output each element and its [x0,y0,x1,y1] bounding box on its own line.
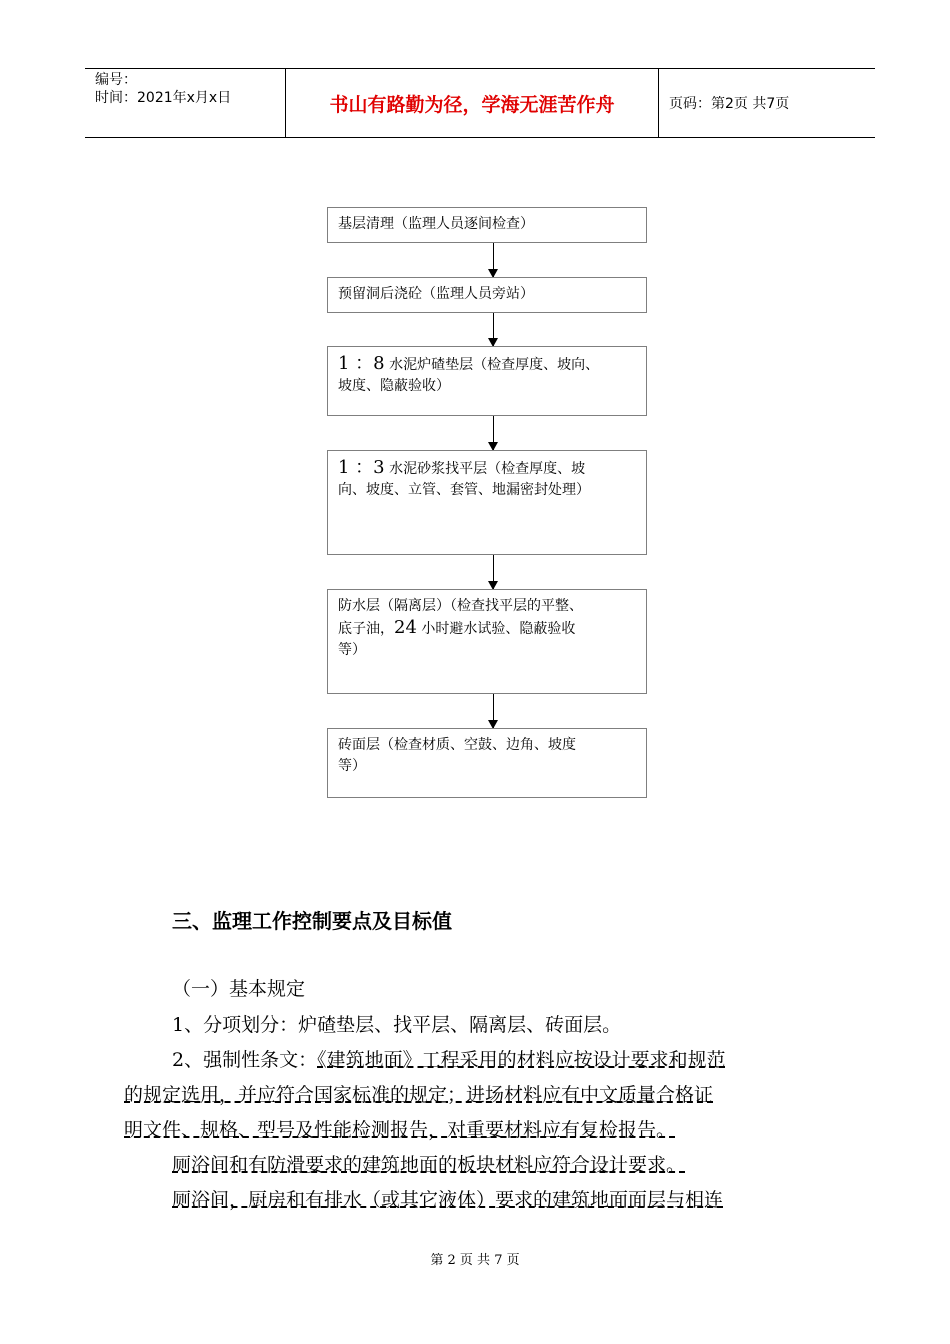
mix-ratio: 1 ：3 [338,457,385,478]
flow-step-text: 水泥炉碴垫层（检查厚度、坡向、 [384,357,600,373]
flow-arrow-icon [493,313,494,346]
number-label: 编号： [95,72,137,88]
flow-step-text: 小时避水试验、隐蔽验收 [416,621,576,637]
flow-step-text: 预留洞后浇砼（监理人员旁站） [338,286,534,302]
paragraph-line: 厕浴间和有防滑要求的建筑地面的板块材料应符合设计要求。 [172,1154,686,1176]
flow-step-text: 坡度、隐蔽验收） [338,378,450,394]
subsection-heading: （一）基本规定 [172,978,306,1000]
hours-number: 24 [394,617,417,638]
header-page-info: 页码：第2页 共7页 [669,96,790,112]
date-line: 时间：2021年x月x日 [95,90,232,106]
flow-step-reserved-hole [327,277,647,313]
flow-step-cinder-cushion [327,346,647,416]
flow-step-text: 水泥砂浆找平层（检查厚度、坡 [384,461,586,477]
paragraph-line: 厕浴间，厨房和有排水（或其它液体）要求的建筑地面面层与相连 [172,1189,724,1211]
header-meta [85,69,286,137]
flow-step-text: 砖面层（检查材质、空鼓、边角、坡度 [338,737,576,753]
page-footer: 第 2 页 共 7 页 [430,1253,520,1268]
flow-step-leveling-layer [327,450,647,555]
paragraph-line: 的规定选用，并应符合国家标准的规定；进场材料应有中文质量合格证 [124,1084,714,1106]
page-header [85,68,875,138]
flow-step-tile-surface [327,728,647,798]
flow-arrow-icon [493,416,494,450]
flow-step-base-cleaning [327,207,647,243]
item2-mandatory-text: 《建筑地面》工程采用的材料应按设计要求和规范 [317,1049,726,1071]
header-motto: 书山有路勤为径，学海无涯苦作舟 [286,69,659,137]
flow-step-text: 等） [338,642,366,658]
flow-arrow-icon [493,243,494,277]
paragraph-item-2 [172,1043,726,1077]
flow-arrow-icon [493,555,494,589]
flow-arrow-icon [493,694,494,728]
paragraph-item-1: 1、分项划分：炉碴垫层、找平层、隔离层、砖面层。 [172,1014,622,1036]
flow-step-text: 基层清理（监理人员逐间检查） [338,216,534,232]
item2-lead: 2、强制性条文： [172,1049,318,1071]
flow-step-text: 防水层（隔离层）（检查找平层的平整、 [338,598,583,614]
flow-step-text: 底子油， [338,621,394,637]
flow-step-text: 向、坡度、立管、套管、地漏密封处理） [338,482,590,498]
paragraph-line: 明文件、规格、型号及性能检测报告，对重要材料应有复检报告。 [124,1119,676,1141]
flow-step-waterproof-layer [327,589,647,694]
mix-ratio: 1 ：8 [338,353,385,374]
section-title: 三、监理工作控制要点及目标值 [172,909,452,933]
flow-step-text: 等） [338,758,366,774]
